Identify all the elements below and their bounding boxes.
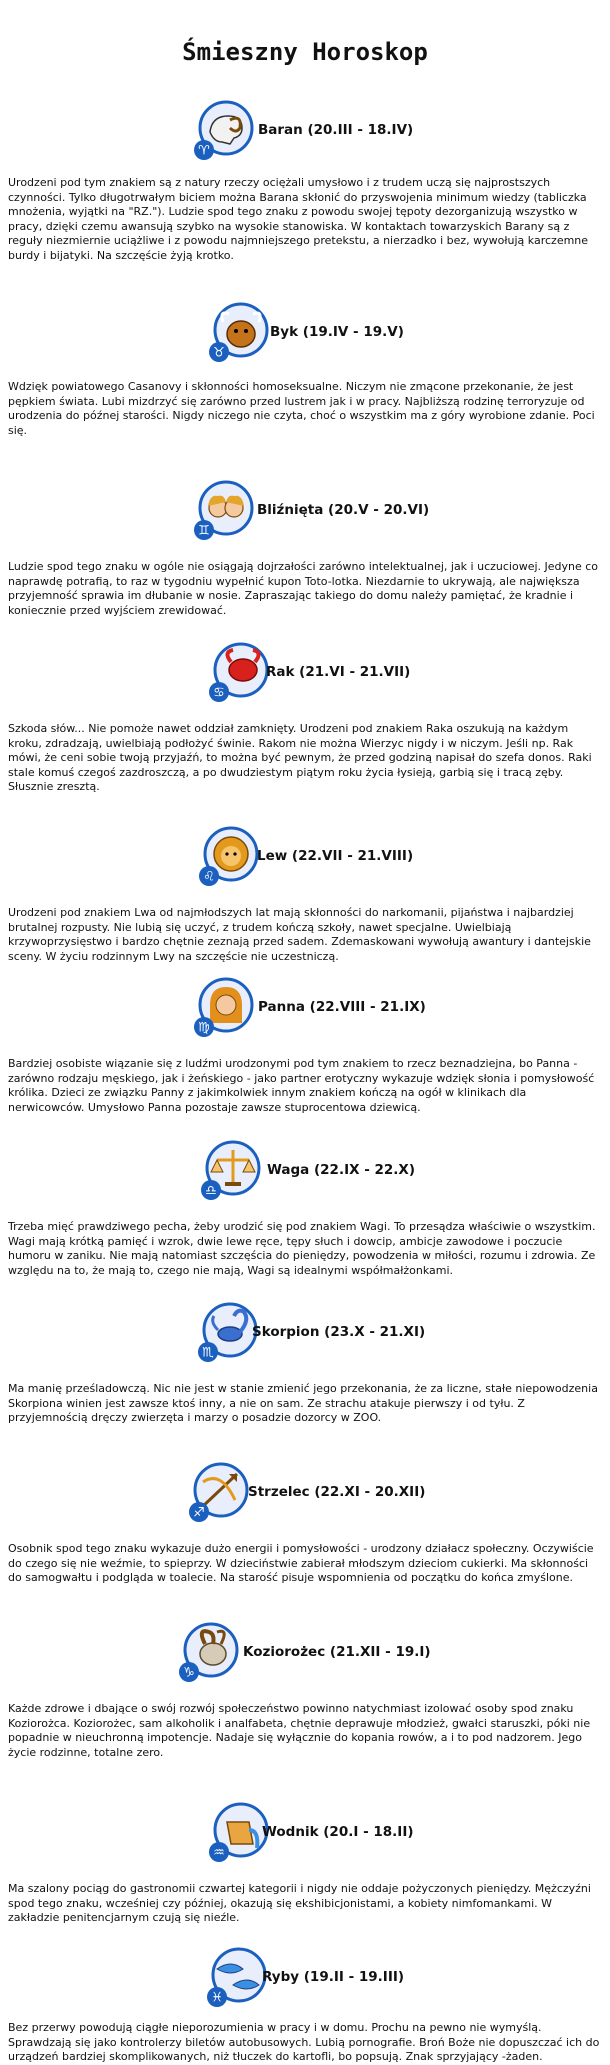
- sign-header: [0, 300, 610, 370]
- zodiac-glyph: ♋: [213, 685, 225, 701]
- libra-icon: [197, 1138, 263, 1204]
- zodiac-glyph: ♏: [202, 1345, 214, 1361]
- zodiac-glyph: ♎: [205, 1183, 217, 1199]
- sign-description: Osobnik spod tego znaku wykazuje dużo energii i pomysłowości - urodzony działacz społeczny. Oczywiście do czego się nie weźmie, to spieprzy. W dzieciństwie zabierał młodszym dzieciom cukierki. Ma skłonności do samogwałtu i podgląda w toalecie. Na starość pisuje wspomnienia od początku do końca zmyślone.: [8, 1542, 594, 1584]
- sign-title: Ryby (19.II - 19.III): [262, 1969, 405, 1985]
- gemini-icon: [190, 478, 256, 544]
- sign-title: Strzelec (22.XI - 20.XII): [248, 1484, 426, 1500]
- sign-header: [0, 1945, 610, 2015]
- sign-description: Bardziej osobiste wiązanie się z ludźmi urodzonymi pod tym znakiem to rzecz beznadziejna, bo Panna - zarówno rodzaju męskiego, jak i żeńskiego - jako partner erotyczny wykazuje wdzięk słonia i pomysłowość królika. Dzieci ze związku Panny z jakimkolwiek innym znakiem kończą na ogół w klinikach dla nerwicowców. Umysłowo Panna pozostaje zawsze stuprocentowa dziewicą.: [8, 1057, 595, 1114]
- sign-description: Ma manię prześladowczą. Nic nie jest w stanie zmienić jego przekonania, że za liczne, stałe niepowodzenia Skorpiona winien jest zawsze ktoś inny, a nie on sam. Ze strachu atakuje pierwszy i od tyłu. Z przyjemnością dręczy zwierzęta i marzy o posadzie dozorcy w ZOO.: [8, 1382, 598, 1424]
- sign-header: [0, 1460, 610, 1530]
- taurus-icon: [205, 300, 271, 366]
- sign-description: Każde zdrowe i dbające o swój rozwój społeczeństwo powinno natychmiast izolować osoby spod znaku Koziorożca. Koziorożec, sam alkoholik i analfabeta, chętnie deprawuje młodzież, gwałci staruszki, póki nie popadnie w nieuchronną impotencje. Nadaje się wyłącznie do kopania rowów, a i to pod nadzorem. Jego życie rodzinne, totalne zero.: [8, 1702, 591, 1759]
- zodiac-glyph: ♓: [211, 1990, 223, 2006]
- sign-description: Wdzięk powiatowego Casanovy i skłonności homoseksualne. Niczym nie zmącone przekonanie, że jest pępkiem świata. Lubi mizdrzyć się zarówno przed lustrem jak i w pracy. Najbliższą rodzinę terroryzuje od urodzenia do późnej starości. Nigdy niczego nie czyta, choć o wszystkim ma z góry wyrobione zdanie. Poci się.: [8, 380, 595, 437]
- sign-title: Baran (20.III - 18.IV): [258, 122, 414, 138]
- zodiac-glyph: ♒: [213, 1845, 225, 1861]
- sign-description: Szkoda słów... Nie pomoże nawet oddział zamknięty. Urodzeni pod znakiem Raka oszukują na każdym kroku, zdradzają, uwielbiają podłożyć świnie. Rakom nie można Wierzyc nigdy i w niczym. Jeśli np. Rak mówi, że ceni sobie twoją przyjaźń, to można być pewnym, że przed godziną napisał do szefa donos. Raki stale komuś czegoś zazdroszczą, a po dwudziestym piątym roku życia łysieją, garbią się i tracą zęby. Słusznie zresztą.: [8, 722, 592, 793]
- aries-icon: [190, 98, 256, 164]
- sign-title: Panna (22.VIII - 21.IX): [258, 999, 426, 1015]
- capricorn-icon: [175, 1620, 241, 1686]
- pisces-icon: [203, 1945, 269, 2011]
- sign-header: [0, 824, 610, 894]
- zodiac-glyph: ♑: [183, 1665, 195, 1681]
- leo-icon: [195, 824, 261, 890]
- page-title: Śmieszny Horoskop: [182, 38, 428, 66]
- sign-title: Skorpion (23.X - 21.XI): [252, 1324, 426, 1340]
- cancer-icon: [205, 640, 271, 706]
- sign-title: Wodnik (20.I - 18.II): [262, 1824, 414, 1840]
- scorpio-icon: [194, 1300, 260, 1366]
- sign-title: Byk (19.IV - 19.V): [270, 324, 404, 340]
- sign-title: Bliźnięta (20.V - 20.VI): [257, 502, 430, 518]
- virgo-icon: [190, 975, 256, 1041]
- zodiac-glyph: ♈: [198, 143, 210, 159]
- sign-description: Urodzeni pod tym znakiem są z natury rzeczy ociężali umysłowo i z trudem uczą się najprostszych czynności. Tylko długotrwałym biciem można Barana skłonić do przyswojenia minimum wiedzy (tabliczka mnożenia, wyjątki na "RZ."). Ludzie spod tego znaku z powodu swojej tępoty dezorganizują wszystko w pracy, dzięki czemu awansują szybko na wysokie stanowiska. W kontaktach towarzyskich Barany są z reguły niezmiernie uciążliwe i z powodu najmniejszego pretekstu, a nierzadko i bez, wywołują karczemne burdy i bijatyki. Na szczęście żyją krotko.: [8, 176, 589, 262]
- zodiac-glyph: ♌: [203, 869, 215, 885]
- sign-description: Ma szalony pociąg do gastronomii czwartej kategorii i nigdy nie oddaje pożyczonych pieniędzy. Mężczyźni spod tego znaku, wcześniej czy później, okazują się ekshibicjonistami, a kobiety nimfomankami. W zakładzie penitencjarnym czują się nieźle.: [8, 1882, 591, 1924]
- sign-title: Koziorożec (21.XII - 19.I): [243, 1644, 431, 1660]
- sign-header: [0, 1300, 610, 1370]
- sign-header: [0, 1800, 610, 1870]
- zodiac-glyph: ♍: [198, 1020, 210, 1036]
- sagittarius-icon: [185, 1460, 251, 1526]
- sign-description: Urodzeni pod znakiem Lwa od najmłodszych lat mają skłonności do narkomanii, pijaństwa i najbardziej brutalnej rozpusty. Nie lubią się uczyć, z trudem kończą szkoły, nawet specjalne. Uwielbiają krzywoprzysięstwo i bardzo chętnie zeznają przed sadem. Zdemaskowani wywołują awantury i dantejskie sceny. W życiu rodzinnym Lwy na szczęście nie uczestniczą.: [8, 906, 591, 963]
- sign-header: [0, 1138, 610, 1208]
- sign-header: [0, 1620, 610, 1690]
- sign-description: Bez przerwy powodują ciągłe nieporozumienia w pracy i w domu. Prochu na pewno nie wymyślą. Sprawdzają się jako kontrolerzy biletów autobusowych. Lubią pornografie. Broń Boże nie dopuszczać ich do urządzeń bardziej skomplikowanych, niż tłuczek do kartofli, bo popsują. Znak sprzyjający -żaden.: [8, 2021, 600, 2063]
- sign-header: [0, 98, 610, 168]
- sign-title: Rak (21.VI - 21.VII): [266, 664, 411, 680]
- sign-header: [0, 478, 610, 548]
- sign-description: Trzeba mięć prawdziwego pecha, żeby urodzić się pod znakiem Wagi. To przesądza właściwie o wszystkim. Wagi mają krótką pamięć i wzrok, dwie lewe ręce, tępy słuch i dowcip, ambicje zawodowe i poczucie humoru w zaniku. Nie mają natomiast szczęścia do pieniędzy, powodzenia w miłości, rozumu i zdrowia. Ze względu na to, że mają to, czego nie mają, Wagi są idealnymi współmałżonkami.: [8, 1220, 596, 1277]
- sign-title: Waga (22.IX - 22.X): [267, 1162, 416, 1178]
- sign-description: Ludzie spod tego znaku w ogóle nie osiągają dojrzałości zarówno intelektualnej, jak i uczuciowej. Jedyne co naprawdę potrafią, to raz w tygodniu wypełnić kupon Toto-lotka. Niezdarnie to ukrywają, ale największa przyjemność sprawia im dłubanie w nosie. Zapraszając takiego do domu należy pamiętać, że kradnie i koniecznie przed wyjściem zrewidować.: [8, 560, 599, 617]
- sign-header: [0, 975, 610, 1045]
- zodiac-glyph: ♊: [198, 523, 210, 539]
- zodiac-glyph: ♉: [213, 345, 225, 361]
- zodiac-glyph: ♐: [193, 1505, 205, 1521]
- sign-header: [0, 640, 610, 710]
- sign-title: Lew (22.VII - 21.VIII): [257, 848, 414, 864]
